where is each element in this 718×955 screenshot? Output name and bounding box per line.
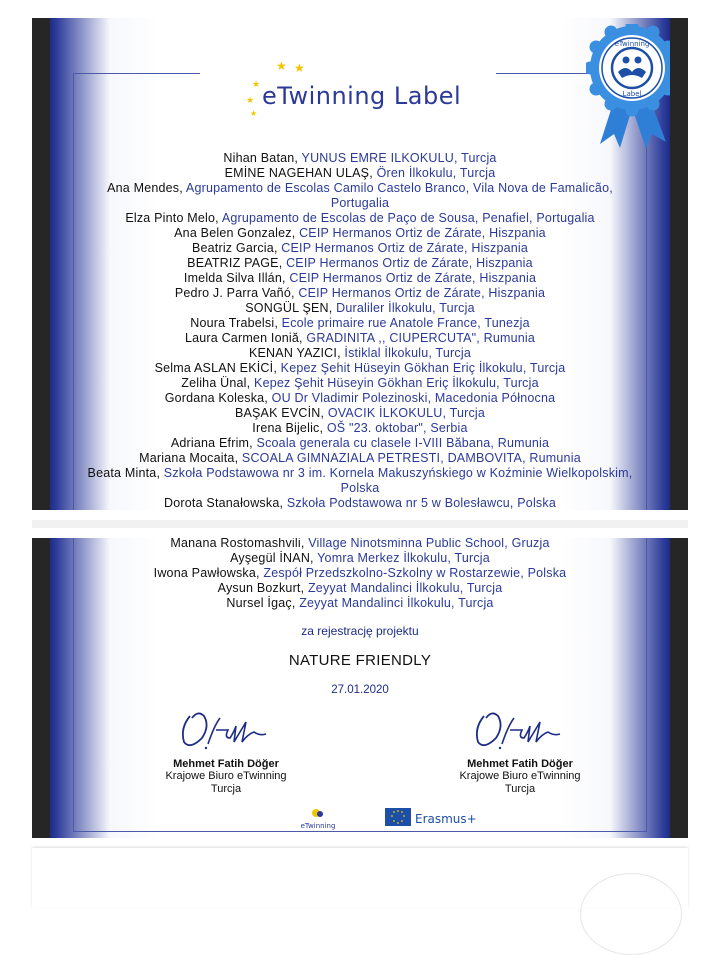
signature-image xyxy=(470,708,570,754)
list-item: Ana Belen Gonzalez, CEIP Hermanos Ortiz de Zárate, Hiszpania xyxy=(174,226,546,240)
list-item: Laura Carmen Ioniă, GRADINITA ,, CIUPERCUTA", Rumunia xyxy=(184,331,536,345)
certificate-body xyxy=(50,18,670,510)
star-icon: ★ xyxy=(252,79,261,89)
star-icon: ★ xyxy=(294,61,305,75)
list-item: Manana Rostomashvili, Village Ninotsminna Public School, Gruzja xyxy=(170,538,550,550)
list-item: Elza Pinto Melo, Agrupamento de Escolas de Paço de Sousa, Penafiel, Portugalia xyxy=(125,211,595,225)
participants-list-continued xyxy=(50,538,670,611)
list-item: Noura Trabelsi, Ecole primaire rue Anatole France, Tunezja xyxy=(190,316,530,330)
list-item: Selma ASLAN EKİCİ, Kepez Şehit Hüseyin Gökhan Eriç İlkokulu, Turcja xyxy=(154,361,566,375)
svg-text:eTwinning: eTwinning xyxy=(614,40,650,48)
certificate-body xyxy=(50,538,670,838)
signature-block-left xyxy=(136,708,316,796)
list-item: Beata Minta, Szkoła Podstawowa nr 3 im. Kornela Makuszyńskiego w Koźminie Wielkopolskim, xyxy=(87,466,633,480)
signature-image xyxy=(176,708,276,754)
list-item: Zeliha Ünal, Kepez Şehit Hüseyin Gökhan Eriç İlkokulu, Turcja xyxy=(181,376,539,390)
list-item: KENAN YAZICI, İstiklal İlkokulu, Turcja xyxy=(248,346,471,360)
signatory-office: Krajowe Biuro eTwinning xyxy=(165,770,287,782)
list-item: Ayşegül İNAN, Yomra Merkez İlkokulu, Turcja xyxy=(230,551,490,565)
decorative-circle xyxy=(580,873,682,955)
list-item: Dorota Stanałowska, Szkoła Podstawowa nr 5 w Bolesławcu, Polska xyxy=(164,496,556,510)
list-item-continuation: Polska xyxy=(340,481,380,495)
erasmus-plus-logo-icon xyxy=(385,806,485,830)
list-item: Beatriz Garcia, CEIP Hermanos Ortiz de Zárate, Hiszpania xyxy=(191,241,529,255)
certificate-page-1 xyxy=(32,18,688,510)
list-item: Gordana Koleska, OU Dr Vladimir Polezinoski, Macedonia Północna xyxy=(164,391,556,405)
signatory-name: Mehmet Fatih Döğer xyxy=(467,758,573,770)
list-item: Imelda Silva Illán, CEIP Hermanos Ortiz de Zárate, Hiszpania xyxy=(183,271,537,285)
etwinning-badge-icon xyxy=(586,24,670,150)
etwinning-logo-icon xyxy=(298,806,338,830)
svg-text:Erasmus+: Erasmus+ xyxy=(415,812,477,826)
list-item: Nursel İgaç, Zeyyat Mandalinci İlkokulu, Turcja xyxy=(226,596,494,610)
signature-block-right xyxy=(430,708,610,796)
signatory-office: Krajowe Biuro eTwinning xyxy=(459,770,581,782)
star-icon: ★ xyxy=(246,95,255,105)
certificate-title: eTwinning Label xyxy=(262,82,462,110)
svg-text:eTwinning: eTwinning xyxy=(300,822,336,830)
signatory-country: Turcja xyxy=(210,783,242,795)
list-item: Adriana Efrim, Scoala generala cu clasele I-VIII Băbana, Rumunia xyxy=(170,436,550,450)
page-divider xyxy=(32,520,688,528)
list-item: BAŞAK EVCİN, OVACIK İLKOKULU, Turcja xyxy=(234,406,486,420)
star-icon: ★ xyxy=(250,109,258,118)
registration-caption: za rejestrację projektu xyxy=(301,624,419,638)
svg-text:Label: Label xyxy=(622,90,642,98)
certificate-date: 27.01.2020 xyxy=(331,684,389,696)
list-item-continuation: Portugalia xyxy=(330,196,390,210)
list-item: Ana Mendes, Agrupamento de Escolas Camilo Castelo Branco, Vila Nova de Famalicão, xyxy=(107,181,613,195)
list-item: EMİNE NAGEHAN ULAŞ, Ören İlkokulu, Turcja xyxy=(224,166,496,180)
participants-list xyxy=(50,151,670,510)
list-item: BEATRIZ PAGE, CEIP Hermanos Ortiz de Zárate, Hiszpania xyxy=(187,256,533,270)
list-item: SONGÜL ŞEN, Duraliler İlkokulu, Turcja xyxy=(245,301,475,315)
list-item: Aysun Bozkurt, Zeyyat Mandalinci İlkokulu, Turcja xyxy=(217,581,503,595)
list-item: Irena Bijelic, OŠ "23. oktobar", Serbia xyxy=(252,421,468,435)
list-item: Nihan Batan, YUNUS EMRE ILKOKULU, Turcja xyxy=(223,151,497,165)
certificate-page-2 xyxy=(32,538,688,838)
signatory-name: Mehmet Fatih Döğer xyxy=(173,758,279,770)
signatory-country: Turcja xyxy=(504,783,536,795)
star-icon: ★ xyxy=(276,59,287,73)
list-item: Pedro J. Parra Vañó, CEIP Hermanos Ortiz de Zárate, Hiszpania xyxy=(174,286,546,300)
etwinning-label-logo xyxy=(230,58,490,118)
list-item: Mariana Mocaita, SCOALA GIMNAZIALA PETRESTI, DAMBOVITA, Rumunia xyxy=(139,451,581,465)
list-item: Iwona Pawłowska, Zespół Przedszkolno-Szkolny w Rostarzewie, Polska xyxy=(153,566,567,580)
project-name: NATURE FRIENDLY xyxy=(288,652,432,669)
